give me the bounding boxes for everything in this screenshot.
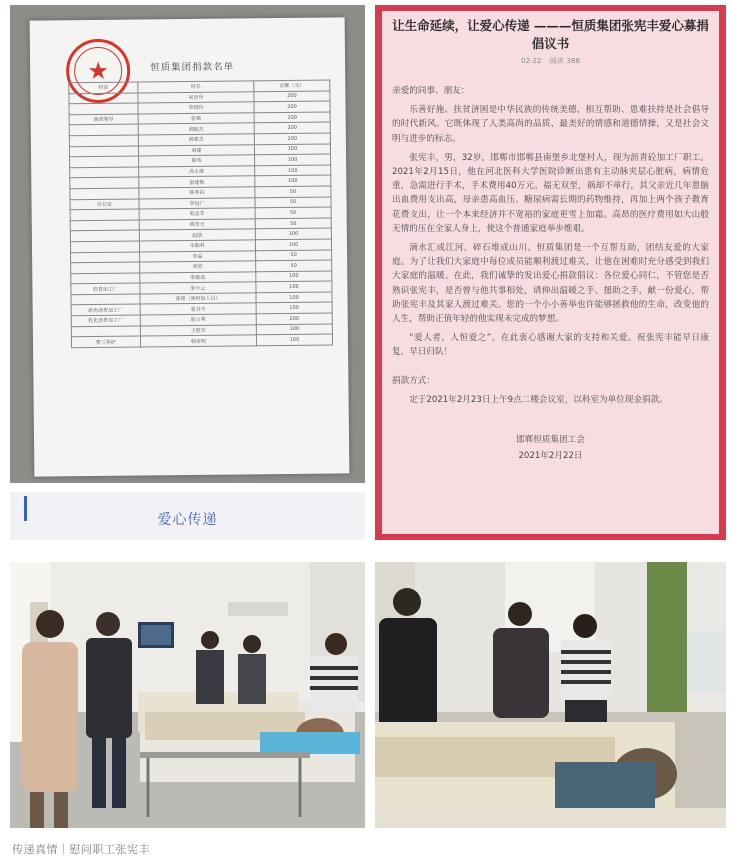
table-header: 金额（元） — [254, 80, 330, 91]
name-cell: 李冠广 — [139, 197, 255, 209]
amount-cell: 100 — [255, 165, 331, 176]
name-cell: 李晓玲 — [138, 102, 254, 114]
donation-method-text: 定于2021年2月23日上午9点二楼会议室，以科室为单位现金捐款。 — [409, 394, 668, 405]
amount-cell: 100 — [256, 292, 332, 303]
caption-top — [10, 492, 365, 540]
dept-cell — [70, 230, 139, 241]
read-count: 388 — [566, 57, 580, 65]
dept-cell — [69, 146, 138, 157]
donation-method-label: 捐款方式： — [392, 375, 435, 386]
caption-top-text: 爱心传递 — [157, 512, 218, 528]
caption-bottom: 传递真情｜慰问职工张宪丰 — [12, 843, 150, 856]
dept-cell — [70, 188, 139, 199]
dept-cell — [69, 103, 138, 114]
name-cell: 吴济舟 — [138, 91, 254, 103]
letter-sign-date: 2021年2月22日 — [518, 451, 583, 462]
table-row — [71, 334, 332, 347]
name-cell: 赵孟芳 — [139, 208, 255, 220]
dept-cell — [71, 262, 140, 273]
amount-cell: 50 — [256, 250, 332, 261]
dept-cell — [69, 93, 138, 104]
name-cell: 张斌 — [138, 113, 254, 125]
hospital-visit-photo-1 — [10, 562, 365, 828]
amount-cell: 100 — [255, 239, 331, 250]
amount-cell: 200 — [254, 122, 330, 133]
name-cell: 高永康 — [138, 166, 254, 178]
name-cell: 薛伟 — [138, 155, 254, 167]
dept-cell — [70, 209, 139, 220]
dept-cell — [71, 326, 140, 337]
dept-cell: 沥青加工厂 — [71, 283, 140, 294]
donation-list-title: 恒质集团捐款名单 — [150, 61, 235, 74]
dept-cell — [70, 156, 139, 167]
letter-date: 02-22 — [521, 57, 542, 65]
name-cell: 张锋（原料加入员） — [140, 293, 256, 305]
amount-cell: 200 — [254, 112, 330, 123]
amount-cell: 100 — [256, 302, 332, 313]
dept-cell — [71, 252, 140, 263]
letter-paragraph: 乐善好施、扶贫济困是中华民族的传统美德，相互帮助、患难扶持是社会倡导的时代新风。它既体现了人类高尚的品质、最美好的情感和道德情操，又是社会文明与进步的标志。 — [392, 105, 709, 144]
amount-cell: 100 — [256, 281, 332, 292]
dept-cell — [70, 167, 139, 178]
letter-title: 让生命延续，让爱心传递 ———恒质集团张宪丰爱心募捐倡议书 — [392, 18, 709, 51]
amount-cell: 100 — [256, 324, 332, 335]
read-label: 阅读 — [549, 57, 564, 65]
amount-cell: 50 — [255, 207, 331, 218]
name-cell: 张书平 — [140, 303, 256, 315]
name-cell: 李少云 — [140, 282, 256, 294]
name-cell: 刘建 — [138, 144, 254, 156]
letter-signature: 邯郸恒质集团工会 — [516, 435, 585, 446]
dept-cell — [70, 220, 139, 231]
dept-cell — [70, 177, 139, 188]
amount-cell: 100 — [256, 271, 332, 282]
dept-cell — [69, 135, 138, 146]
name-cell: 朱振科 — [139, 240, 255, 252]
dept-cell: 新冉沥青加工厂 — [71, 304, 140, 315]
amount-cell: 200 — [254, 91, 330, 102]
donation-list-sheet — [30, 17, 350, 476]
name-cell: 温建梅 — [139, 176, 255, 188]
name-cell: 李振波 — [140, 271, 256, 283]
amount-cell: 100 — [255, 228, 331, 239]
amount-cell: 50 — [256, 260, 332, 271]
dept-cell — [71, 294, 140, 305]
letter-meta — [392, 56, 709, 66]
name-cell: 韩家明 — [140, 335, 256, 347]
name-cell: 郝振杰 — [138, 123, 254, 135]
letter-paragraph: 张宪丰，男，32岁，邯郸市邯郸县南堡乡北堡村人，现为沥青砼加工厂职工。2021年2月15日，他在河北医科大学医院诊断出患有主动脉夹层心脏病，病情危重，急需进行手术，手术费用40万元。福无双至，祸却不单行，其父亲近几年患脑出血费用支出高，母亲患高血压、糖尿病需长期的药物维持，再加上两个孩子教育花费支出，让一个本来经济并不宽裕的家庭更雪上加霜。高昂的医疗费用如大山般无情的压在全家人身上，使这个普通家庭举步维艰。 — [392, 152, 709, 234]
dept-cell: 曹兰养护 — [71, 336, 140, 347]
amount-cell: 100 — [255, 175, 331, 186]
table-header: 姓名 — [138, 81, 254, 93]
name-cell: 王胜军 — [140, 324, 256, 336]
letter-paragraph: 滴水汇成江河，碎石堆成山川。恒质集团是一个互帮互助，团结友爱的大家庭。为了让我们大家庭中每位成员能顺利渡过难关，让他在困难时充分感受到我们大家庭的温暖。在此，我们诚挚的发出爱心捐款倡议：各位爱心同仁，不管您是否熟识张宪丰，是否曾与他共事相处，请伸出温暖之手、援助之手，献一份爱心，帮助张宪丰及其家人渡过难关。您的一个小小善举也许能够拯救他的生命，改变他的人生，帮助正值年轻的他实现未完成的梦想。 — [392, 243, 709, 325]
name-cell: 刘宏 — [139, 261, 255, 273]
amount-cell: 100 — [256, 334, 332, 345]
dept-cell: 乳化沥青加工厂 — [71, 315, 140, 326]
name-cell: 赵合秀 — [140, 314, 256, 326]
amount-cell: 50 — [255, 197, 331, 208]
dept-cell — [70, 241, 139, 252]
amount-cell: 100 — [255, 154, 331, 165]
letter-paragraph: “爱人者，人恒爱之”。在此衷心感谢大家的支持和关爱。祝张宪丰能早日康复，早日归队！ — [392, 333, 709, 358]
hospital-scene-2 — [375, 562, 726, 828]
company-seal-icon: ★ — [66, 39, 131, 104]
amount-cell: 100 — [254, 144, 330, 155]
name-cell: 郝蒙杰 — [138, 134, 254, 146]
amount-cell: 200 — [254, 101, 330, 112]
amount-cell: 50 — [255, 186, 331, 197]
donation-list-photo — [10, 5, 365, 483]
letter-salutation: 亲爱的同事、朋友： — [392, 86, 470, 96]
name-cell: 韩秀昌 — [139, 187, 255, 199]
name-cell: 姚雪天 — [139, 219, 255, 231]
amount-cell: 200 — [256, 313, 332, 324]
amount-cell: 200 — [254, 133, 330, 144]
proposal-letter — [375, 5, 726, 540]
table-header: 科室 — [69, 82, 138, 93]
name-cell: 李晶 — [139, 250, 255, 262]
donation-table — [68, 80, 333, 349]
dept-cell: 集团领导 — [69, 114, 138, 125]
dept-cell — [69, 124, 138, 135]
hospital-visit-photo-2 — [375, 562, 726, 828]
dept-cell: 办公室 — [70, 199, 139, 210]
name-cell: 赵凯 — [139, 229, 255, 241]
hospital-scene-1 — [10, 562, 365, 828]
amount-cell: 50 — [255, 218, 331, 229]
dept-cell — [71, 273, 140, 284]
